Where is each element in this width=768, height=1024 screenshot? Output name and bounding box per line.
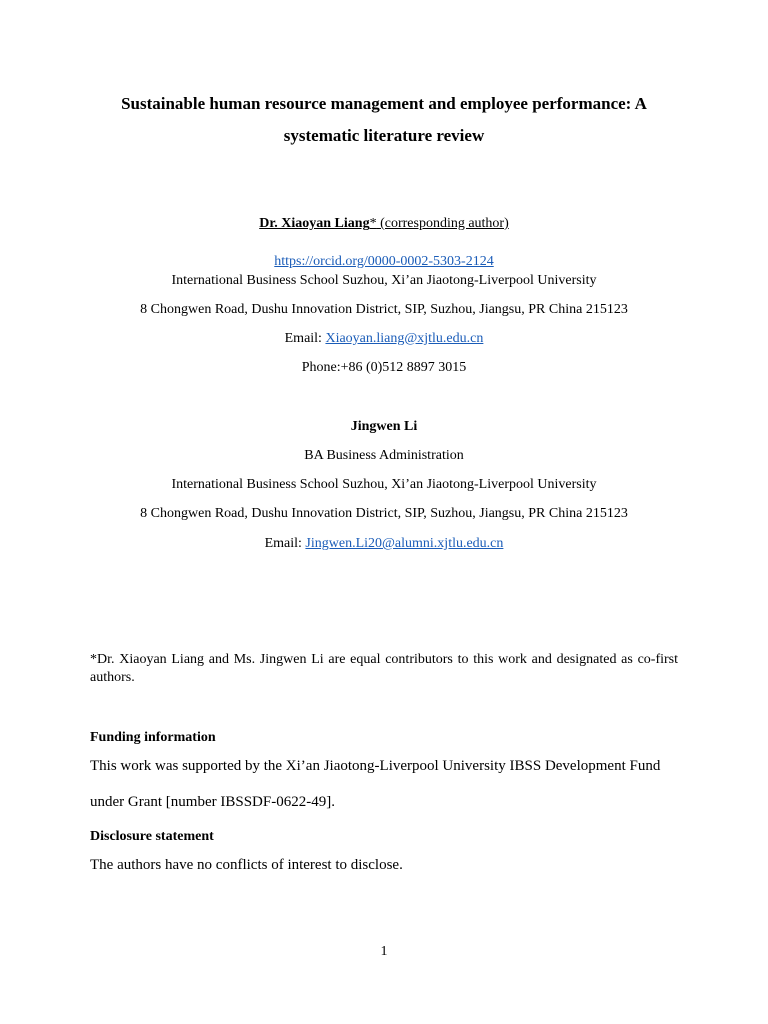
funding-text-line-1: This work was supported by the Xi’an Jiaotong-Liverpool University IBSS Development Fund — [90, 758, 661, 774]
paper-title-line-1: Sustainable human resource management and employee performance: A — [121, 94, 647, 113]
author2-address: 8 Chongwen Road, Dushu Innovation District, SIP, Suzhou, Jiangsu, PR China 215123 — [140, 506, 628, 521]
disclosure-text: The authors have no conflicts of interest to disclose. — [90, 857, 403, 873]
author2-email-link[interactable]: Jingwen.Li20@alumni.xjtlu.edu.cn — [305, 536, 504, 551]
author2-degree: BA Business Administration — [304, 448, 464, 463]
author2-email-line — [0, 535, 768, 553]
author1-role: (corresponding author) — [376, 216, 509, 231]
page-number: 1 — [380, 944, 388, 959]
co-first-author-note: *Dr. Xiaoyan Liang and Ms. Jingwen Li are equal contributors to this work and designated as co-first authors. — [90, 652, 678, 685]
author1-name: Dr. Xiaoyan Liang — [259, 216, 370, 231]
author1-email-link[interactable]: Xiaoyan.liang@xjtlu.edu.cn — [325, 331, 484, 346]
author1-line — [0, 215, 768, 233]
author1-email-label: Email: — [284, 331, 326, 346]
author1-email-line — [0, 330, 768, 348]
funding-heading: Funding information — [90, 730, 216, 745]
author2-email-label: Email: — [264, 536, 306, 551]
author1-affiliation: International Business School Suzhou, Xi’an Jiaotong-Liverpool University — [171, 273, 597, 288]
author1-orcid-line — [0, 253, 768, 271]
author1-address: 8 Chongwen Road, Dushu Innovation District, SIP, Suzhou, Jiangsu, PR China 215123 — [140, 302, 628, 317]
author1-marker: * — [369, 216, 377, 231]
disclosure-heading: Disclosure statement — [90, 829, 214, 844]
orcid-link[interactable]: https://orcid.org/0000-0002-5303-2124 — [274, 254, 494, 269]
author1-phone: Phone:+86 (0)512 8897 3015 — [301, 360, 467, 375]
author2-affiliation: International Business School Suzhou, Xi’an Jiaotong-Liverpool University — [171, 477, 597, 492]
funding-text-line-2: under Grant [number IBSSDF-0622-49]. — [90, 794, 335, 810]
paper-title-line-2: systematic literature review — [283, 126, 485, 145]
author2-name: Jingwen Li — [350, 419, 418, 434]
